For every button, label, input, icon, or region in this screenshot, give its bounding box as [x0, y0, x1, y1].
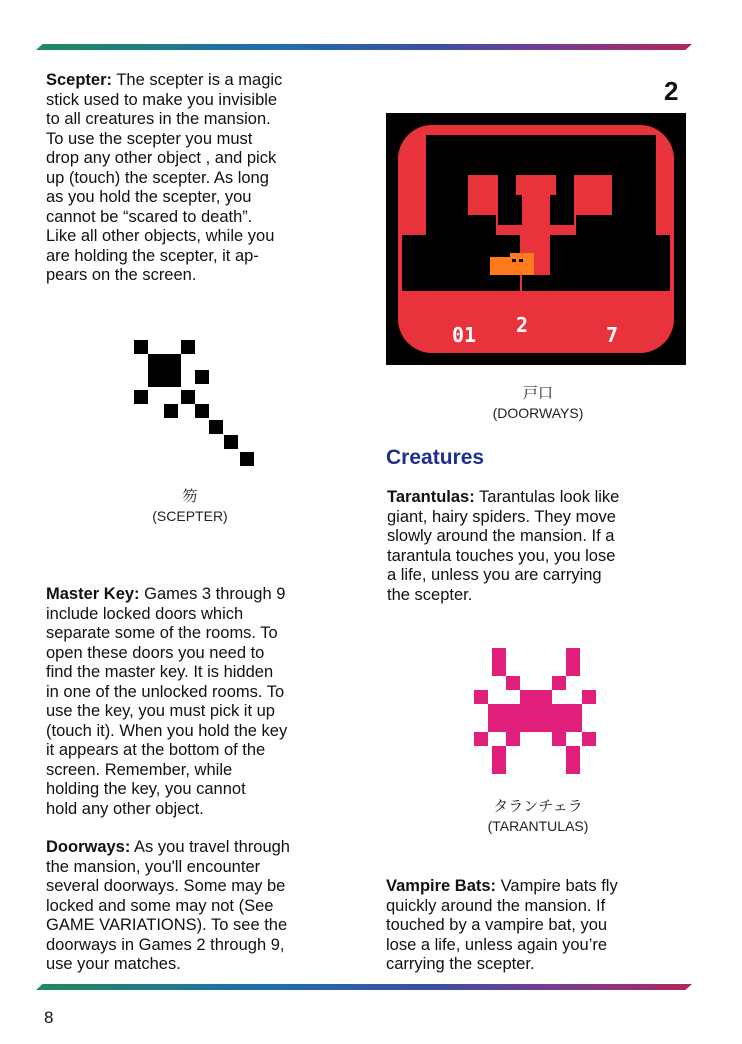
master-key-line: open these doors you need to	[46, 643, 265, 662]
doorways-line: GAME VARIATIONS). To see the	[46, 916, 288, 934]
scepter-line: stick used to make you invisible	[46, 90, 278, 109]
vampire-bats-line: carrying the scepter.	[386, 955, 535, 973]
scepter-title: Scepter:	[46, 71, 113, 89]
tarantulas-caption-jp: タランチェラ	[493, 797, 583, 815]
doorways-line: doorways in Games 2 through 9,	[46, 935, 285, 954]
bottom-gradient-rule	[36, 984, 692, 990]
top-gradient-rule	[36, 44, 692, 50]
master-key-line: use the key, you must pick it up	[46, 702, 275, 720]
scepter-line: as you hold the scepter, you	[46, 188, 252, 206]
doorways-line: locked and some may not (See	[46, 896, 274, 915]
scepter-caption-en: (SCEPTER)	[152, 508, 228, 524]
score-matches: 01	[452, 323, 477, 347]
scepter-line: To use the scepter you must	[46, 129, 253, 148]
doorways-caption-jp: 戸口	[522, 384, 553, 402]
score-room: 2	[516, 313, 529, 337]
master-key-line: Games 3 through 9	[144, 585, 286, 603]
tarantulas-line: a life, unless you are carrying	[387, 566, 602, 584]
tarantulas-caption	[470, 796, 606, 836]
doorways-line: several doorways. Some may be	[46, 877, 286, 895]
doorways-paragraph	[46, 838, 356, 975]
master-key-line: hold any other object.	[46, 799, 204, 818]
score-lives: 7	[606, 323, 619, 347]
scepter-paragraph	[46, 71, 356, 286]
vampire-bats-title: Vampire Bats:	[386, 877, 497, 895]
master-key-line: screen. Remember, while	[46, 760, 233, 779]
master-key-title: Master Key:	[46, 585, 140, 603]
scepter-caption	[130, 486, 250, 526]
scepter-line: The scepter is a magic	[116, 71, 283, 89]
vampire-bats-line: quickly around the mansion. If	[386, 896, 606, 915]
tarantulas-line: giant, hairy spiders. They move	[387, 507, 616, 526]
tarantula-icon	[474, 648, 596, 774]
doorways-caption-en: (DOORWAYS)	[492, 405, 584, 421]
tarantulas-paragraph	[387, 488, 687, 605]
tarantulas-line: tarantula touches you, you lose	[387, 546, 616, 565]
tarantulas-caption-en: (TARANTULAS)	[487, 818, 589, 834]
scepter-line: drop any other object , and pick	[46, 149, 277, 167]
tarantulas-title: Tarantulas:	[387, 488, 475, 506]
master-key-line: find the master key. It is hidden	[46, 663, 274, 681]
doorways-line: use your matches.	[46, 955, 181, 973]
scepter-line: cannot be “scared to death”.	[46, 207, 253, 226]
master-key-line: include locked doors which	[46, 604, 244, 623]
scepter-line: pears on the screen.	[46, 266, 197, 284]
scepter-icon	[134, 340, 258, 468]
doorways-title: Doorways:	[46, 838, 131, 856]
scepter-line: are holding the scepter, it ap-	[46, 246, 259, 265]
scepter-line: up (touch) the scepter. As long	[46, 168, 269, 187]
master-key-paragraph	[46, 585, 356, 819]
tarantulas-line: Tarantulas look like	[479, 488, 620, 506]
master-key-line: holding the key, you cannot	[46, 780, 246, 798]
crt-display	[398, 125, 674, 353]
doorways-line: the mansion, you'll encounter	[46, 857, 261, 876]
vampire-bats-line: Vampire bats fly	[500, 877, 618, 895]
doorways-line: As you travel through	[134, 838, 290, 856]
vampire-bats-line: lose a life, unless again you’re	[386, 935, 608, 954]
page-number: 8	[44, 1008, 54, 1027]
vampire-bats-line: touched by a vampire bat, you	[386, 916, 608, 934]
master-key-line: separate some of the rooms. To	[46, 624, 278, 642]
scepter-line: Like all other objects, while you	[46, 227, 275, 245]
player-eyes-sprite	[490, 257, 510, 275]
scepter-line: to all creatures in the mansion.	[46, 110, 271, 128]
doorways-caption	[470, 383, 606, 423]
tarantulas-line: slowly around the mansion. If a	[387, 527, 615, 545]
scepter-caption-jp: 笏	[182, 487, 198, 505]
master-key-line: it appears at the bottom of the	[46, 741, 266, 759]
creatures-heading: Creatures	[386, 446, 485, 469]
master-key-line: (touch it). When you hold the key	[46, 721, 288, 740]
tarantulas-line: the scepter.	[387, 585, 473, 604]
mansion-walls	[398, 125, 674, 353]
master-key-line: in one of the unlocked rooms. To	[46, 682, 285, 701]
chapter-number: 2	[664, 76, 679, 106]
doorways-screenshot	[386, 113, 686, 365]
vampire-bats-paragraph	[386, 877, 692, 975]
